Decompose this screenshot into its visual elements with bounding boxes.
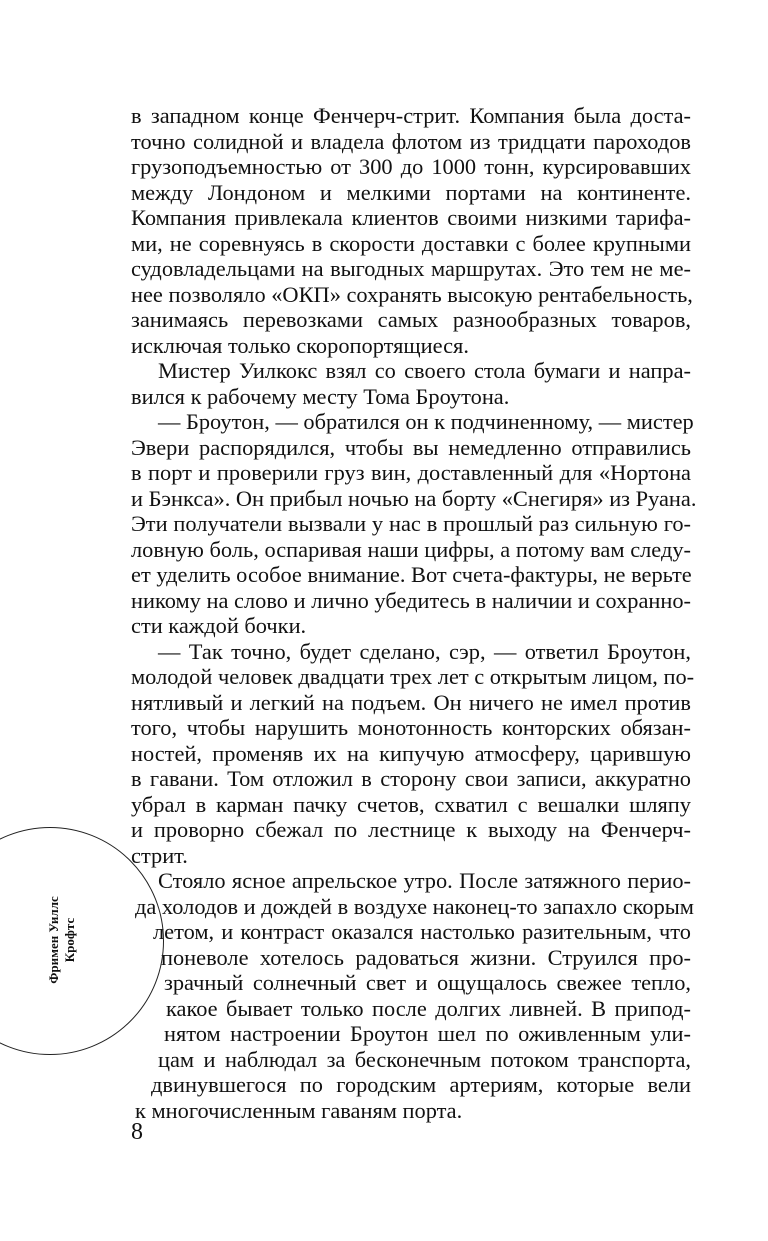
text-line: поневоле хотелось радоваться жизни. Струился про-: [161, 944, 691, 970]
text-line: занимаясь перевозками самых разнообразных товаров,: [131, 307, 691, 332]
text-line: грузоподъемностью от 300 до 1000 тонн, курсировавших: [131, 154, 691, 179]
text-line: в гавани. Том отложил в сторону свои записи, аккуратно: [131, 766, 691, 791]
text-line: и проворно сбежал по лестнице к выходу на Фенчерч-: [131, 817, 691, 842]
text-line: точно солидной и владела флотом из тридцати пароходов: [131, 128, 691, 154]
text-line: к многочисленным гаваням порта.: [135, 1097, 463, 1123]
text-line: между Лондоном и мелкими портами на континенте.: [131, 179, 691, 205]
text-line: Стояло ясное апрельское утро. После затяжного перио-: [158, 868, 691, 893]
text-line: вился к рабочему месту Тома Броутона.: [131, 383, 510, 409]
page-number: 8: [131, 1119, 143, 1145]
text-line: исключая только скоропортящиеся.: [131, 332, 469, 358]
text-line: двинувшегося по городским артериям, которые вели: [151, 1072, 691, 1097]
author-surname: Крофтс: [62, 917, 77, 963]
text-line: ловную боль, оспаривая наши цифры, а потому вам следу-: [131, 536, 691, 562]
text-line: ми, не соревнуясь в скорости доставки с более крупными: [131, 230, 691, 256]
text-line: — Так точно, будет сделано, сэр, — ответил Броутон,: [158, 638, 691, 664]
text-line: Эти получатели вызвали у нас в прошлый раз сильную го-: [131, 511, 691, 536]
text-line: — Броутон, — обратился он к подчиненному, — мистер: [158, 409, 694, 434]
text-line: молодой человек двадцати трех лет с открытым лицом, по-: [131, 664, 695, 689]
text-line: ет уделить особое внимание. Вот счета-фактуры, не верьте: [131, 562, 692, 587]
author-name: Фримен Уиллс: [46, 896, 61, 984]
text-line: стрит.: [131, 842, 188, 868]
text-line: нятом настроении Броутон шел по оживленным ули-: [164, 1021, 691, 1046]
text-line: какое бывает только после долгих ливней. В припод-: [166, 995, 691, 1021]
text-line: Компания привлекала клиентов своими низкими тарифа-: [131, 205, 691, 230]
text-line: и Бэнкса». Он прибыл ночью на борту «Снегиря» из Руана.: [131, 485, 697, 511]
text-line: ностей, променяв их на кипучую атмосферу, царившую: [131, 740, 691, 766]
text-line: в порт и проверили груз вин, доставленный для «Нортона: [131, 460, 691, 485]
text-line: Эвери распорядился, чтобы вы немедленно отправились: [131, 434, 691, 460]
text-line: того, чтобы нарушить монотонность конторских обязан-: [131, 715, 691, 740]
text-line: летом, и контраст оказался настолько разительным, что: [153, 919, 691, 944]
text-line: никому на слово и лично убедитесь в наличии и сохранно-: [131, 587, 691, 613]
text-line: Мистер Уилкокс взял со своего стола бумаги и напра-: [158, 358, 691, 383]
text-line: нее позволяло «ОКП» сохранять высокую рентабельность,: [131, 281, 693, 307]
text-line: цам и наблюдал за бесконечным потоком транспорта,: [158, 1046, 691, 1072]
text-line: убрал в карман пачку счетов, схватил с вешалки шляпу: [131, 791, 691, 817]
text-line: судовладельцами на выгодных маршрутах. Это тем не ме-: [131, 256, 691, 281]
text-line: нятливый и легкий на подъем. Он ничего не имел против: [131, 689, 691, 715]
text-line: сти каждой бочки.: [131, 613, 307, 638]
text-line: да холодов и дождей в воздухе наконец-то запахло скорым: [135, 893, 694, 919]
body-text: [131, 103, 697, 1123]
text-line: зрачный солнечный свет и ощущалось свежее тепло,: [164, 970, 691, 995]
text-line: в западном конце Фенчерч-стрит. Компания была доста-: [131, 103, 691, 128]
